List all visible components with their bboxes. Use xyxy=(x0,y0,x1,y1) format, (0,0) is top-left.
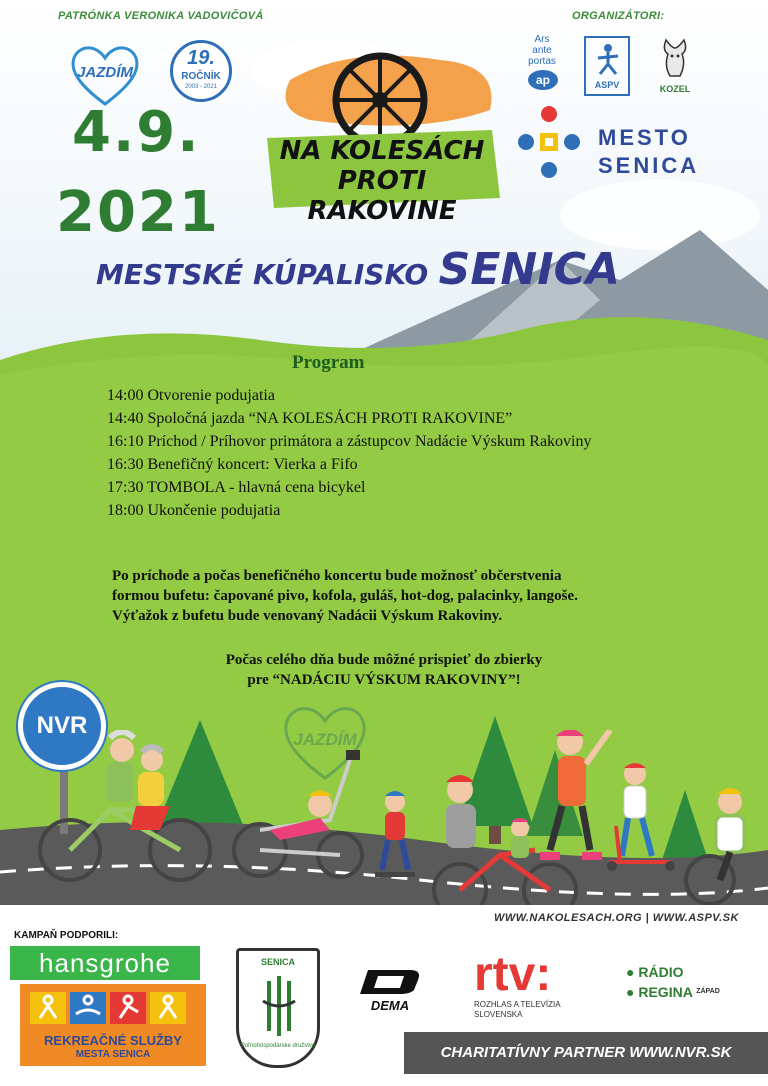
recumbent-bike-icon xyxy=(234,750,362,877)
program-item: 16:30 Benefičný koncert: Vierka a Fifo xyxy=(107,456,358,473)
rekreacne-sluzby-logo: REKREAČNÉ SLUŽBY MESTA SENICA xyxy=(20,984,206,1066)
program-item: 18:00 Ukončenie podujatia xyxy=(107,502,281,519)
dot-icon: ● xyxy=(626,984,639,1000)
patron-label: PATRÓNKA VERONIKA VADOVIČOVÁ xyxy=(58,10,264,22)
event-date-day: 4.9. xyxy=(72,100,201,165)
cyclists-illustration xyxy=(30,730,768,930)
donation-info: Počas celého dňa bude môžné prispieť do zbierky pre “NADÁCIU VÝSKUM RAKOVINY”! xyxy=(225,652,543,688)
dot-icon: ● xyxy=(626,964,639,980)
jazdim-logo: JAZDÍM xyxy=(68,42,142,108)
scooter-kid-icon xyxy=(607,763,675,871)
event-title-line1: NA KOLESÁCH xyxy=(279,136,485,166)
event-title xyxy=(262,136,502,226)
program-list xyxy=(107,384,592,522)
organizers-label: ORGANIZÁTORI: xyxy=(572,10,665,22)
goat-icon xyxy=(658,36,692,82)
websites: WWW.NAKOLESACH.ORG | WWW.ASPV.SK xyxy=(494,912,739,924)
wheat-icon xyxy=(249,971,309,1041)
sports-icons xyxy=(30,990,196,1028)
refreshment-info: Po príchode a počas benefičného koncertu bude možnosť občerstvenia formou bufetu: čapované pivo, kofola, guláš, hot-dog, palacinky, langoše. Výťažok z bufetu bude venovaný Nadácii Výskum Rakoviny. xyxy=(112,568,578,624)
athlete-icon xyxy=(594,42,622,76)
jazdim-watermark: JAZDÍM xyxy=(280,702,370,782)
boy-cyclist-icon xyxy=(686,788,744,904)
aspv-logo: ASPV xyxy=(584,36,630,96)
venue-city: SENICA xyxy=(438,244,620,295)
mesto-senica-text: MESTO SENICA xyxy=(598,125,700,178)
supporters-label: KAMPAŇ PODPORILI: xyxy=(14,930,119,941)
radio-regina-logo: ● RÁDIO ● REGINA $^{ZÁPAD}$ xyxy=(626,964,720,1000)
nvr-sign: NVR xyxy=(18,682,106,770)
edition-badge: 19. ROČNÍK 2003 - 2021 xyxy=(170,40,232,102)
dema-logo: DEMA xyxy=(350,966,430,1016)
program-item: 17:30 TOMBOLA - hlavná cena bicykel xyxy=(107,479,366,496)
skater-kid-icon xyxy=(375,791,415,877)
arsante-portas-logo: Ars ante portas ap xyxy=(518,34,574,94)
tandem-bike-icon xyxy=(40,732,210,880)
event-title-line2: PROTI RAKOVINE xyxy=(307,166,457,226)
rtv-logo: rtv: ROZHLAS A TELEVÍZIA SLOVENSKA xyxy=(474,948,561,1019)
program-item: 14:00 Otvorenie podujatia xyxy=(107,387,275,404)
event-date-year: 2021 xyxy=(56,180,220,245)
program-title: Program xyxy=(292,352,365,373)
program-item: 16:10 Príchod / Príhovor primátora a zástupcov Nadácie Výskum Rakoviny xyxy=(107,433,592,450)
program-item: 14:40 Spoločná jazda “NA KOLESÁCH PROTI RAKOVINE” xyxy=(107,410,513,427)
dema-mark-icon xyxy=(350,966,430,996)
senica-coop-logo: SENICA Poľnohospodárske družstvo xyxy=(236,948,320,1068)
event-venue xyxy=(96,244,620,295)
woman-skater-icon xyxy=(540,730,610,860)
mesto-senica-emblem xyxy=(514,104,584,184)
kozel-logo: KOZEL xyxy=(650,36,700,98)
venue-prefix: MESTSKÉ KÚPALISKO xyxy=(96,258,429,291)
charity-partner: CHARITATÍVNY PARTNER WWW.NVR.SK xyxy=(404,1032,768,1074)
hansgrohe-logo: hansgrohe xyxy=(10,946,200,980)
